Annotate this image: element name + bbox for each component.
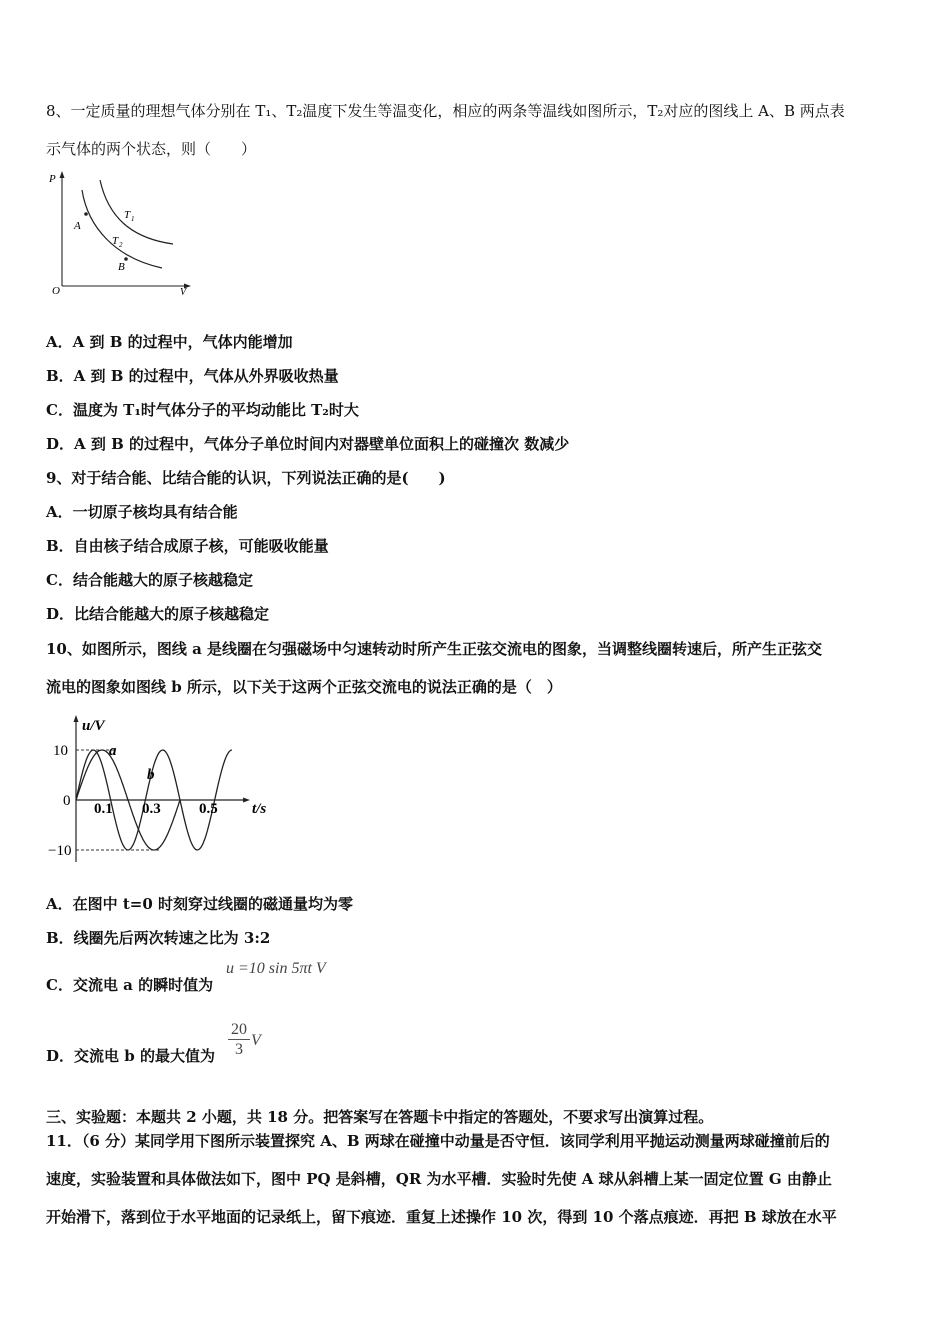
q10-option-d-fraction xyxy=(228,1021,250,1060)
q9-option-c: C．结合能越大的原子核越稳定 xyxy=(46,571,253,589)
point-b xyxy=(124,257,128,261)
curve-b-label: b xyxy=(147,767,155,783)
q8-stem-line1: 8、一定质量的理想气体分别在 T₁、T₂温度下发生等温变化，相应的两条等温线如图所示，T₂对应的图线上 A、B 两点表 xyxy=(46,102,845,120)
q10-option-d: D．交流电 b 的最大值为 xyxy=(46,1047,215,1065)
v-axis-label: V xyxy=(180,287,187,298)
section3-heading: 三、实验题：本题共 2 小题，共 18 分。把答案写在答题卡中指定的答题处，不要求写出演算过程。 xyxy=(46,1108,714,1126)
p-axis-arrow xyxy=(60,171,65,178)
y-max-label: 10 xyxy=(53,743,68,759)
t-axis-label: t/s xyxy=(252,801,267,817)
point-a xyxy=(84,212,88,216)
tick-0.3: 0.3 xyxy=(142,801,161,817)
curve-a-label: a xyxy=(109,743,117,759)
q8-option-c: C．温度为 T₁时气体分子的平均动能比 T₂时大 xyxy=(46,401,359,419)
u-axis-label: u/V xyxy=(82,718,105,734)
isotherm-t1 xyxy=(100,180,173,244)
fraction-denominator: 3 xyxy=(235,1041,243,1058)
origin-label: O xyxy=(52,285,60,297)
a-label: A xyxy=(74,220,81,232)
q9-option-b: B．自由核子结合成原子核，可能吸收能量 xyxy=(46,537,329,555)
tick-0.1: 0.1 xyxy=(94,801,113,817)
q9-stem: 9、对于结合能、比结合能的认识，下列说法正确的是( ) xyxy=(46,469,446,487)
pv-diagram xyxy=(46,168,196,300)
t1-subscript: 1 xyxy=(131,215,135,223)
q10-stem-line2: 流电的图象如图线 b 所示，以下关于这两个正弦交流电的说法正确的是（ ） xyxy=(46,678,562,696)
origin-label: 0 xyxy=(63,793,71,809)
fraction-numerator: 20 xyxy=(228,1021,250,1040)
q10-option-c: C．交流电 a 的瞬时值为 xyxy=(46,976,214,994)
u-axis-arrow xyxy=(74,715,79,722)
q8-option-b: B．A 到 B 的过程中，气体从外界吸收热量 xyxy=(46,367,339,385)
q10-sine-figure xyxy=(46,712,278,866)
q8-option-d: D．A 到 B 的过程中，气体分子单位时间内对器壁单位面积上的碰撞次 数减少 xyxy=(46,435,570,453)
tick-0.5: 0.5 xyxy=(199,801,218,817)
q11-line1: 11．（6 分）某同学用下图所示装置探究 A、B 两球在碰撞中动量是否守恒．该同学利用平抛运动测量两球碰撞前后的 xyxy=(46,1132,830,1150)
q11-line2: 速度，实验装置和具体做法如下，图中 PQ 是斜槽，QR 为水平槽．实验时先使 A 球从斜槽上某一固定位置 G 由静止 xyxy=(46,1170,832,1188)
t2-label: T xyxy=(112,235,119,247)
q9-option-d: D．比结合能越大的原子核越稳定 xyxy=(46,605,270,623)
q8-isotherm-figure xyxy=(46,168,196,304)
isotherm-t2 xyxy=(82,190,162,268)
p-axis-label: P xyxy=(49,173,56,185)
q8-stem-line2: 示气体的两个状态，则（ ） xyxy=(46,140,257,158)
q9-option-a: A．一切原子核均具有结合能 xyxy=(46,503,238,521)
q10-option-b: B．线圈先后两次转速之比为 3:2 xyxy=(46,929,271,947)
t1-label: T xyxy=(124,209,131,221)
t-axis-arrow xyxy=(243,798,250,803)
q10-option-a: A．在图中 t=0 时刻穿过线圈的磁通量均为零 xyxy=(46,895,354,913)
q11-line3: 开始滑下，落到位于水平地面的记录纸上，留下痕迹．重复上述操作 10 次，得到 10 个落点痕迹．再把 B 球放在水平 xyxy=(46,1208,837,1226)
q10-option-d-unit: V xyxy=(251,1032,261,1049)
b-label: B xyxy=(118,261,125,273)
t2-subscript: 2 xyxy=(119,241,123,249)
q8-option-a: A．A 到 B 的过程中，气体内能增加 xyxy=(46,333,293,351)
q10-option-c-formula: u =10 sin 5πt V xyxy=(226,960,326,977)
ac-waveform-graph xyxy=(46,712,278,862)
q10-stem-line1: 10、如图所示，图线 a 是线圈在匀强磁场中匀速转动时所产生正弦交流电的图象，当调整线圈转速后，所产生正弦交 xyxy=(46,640,823,658)
y-min-label: −10 xyxy=(48,843,72,859)
